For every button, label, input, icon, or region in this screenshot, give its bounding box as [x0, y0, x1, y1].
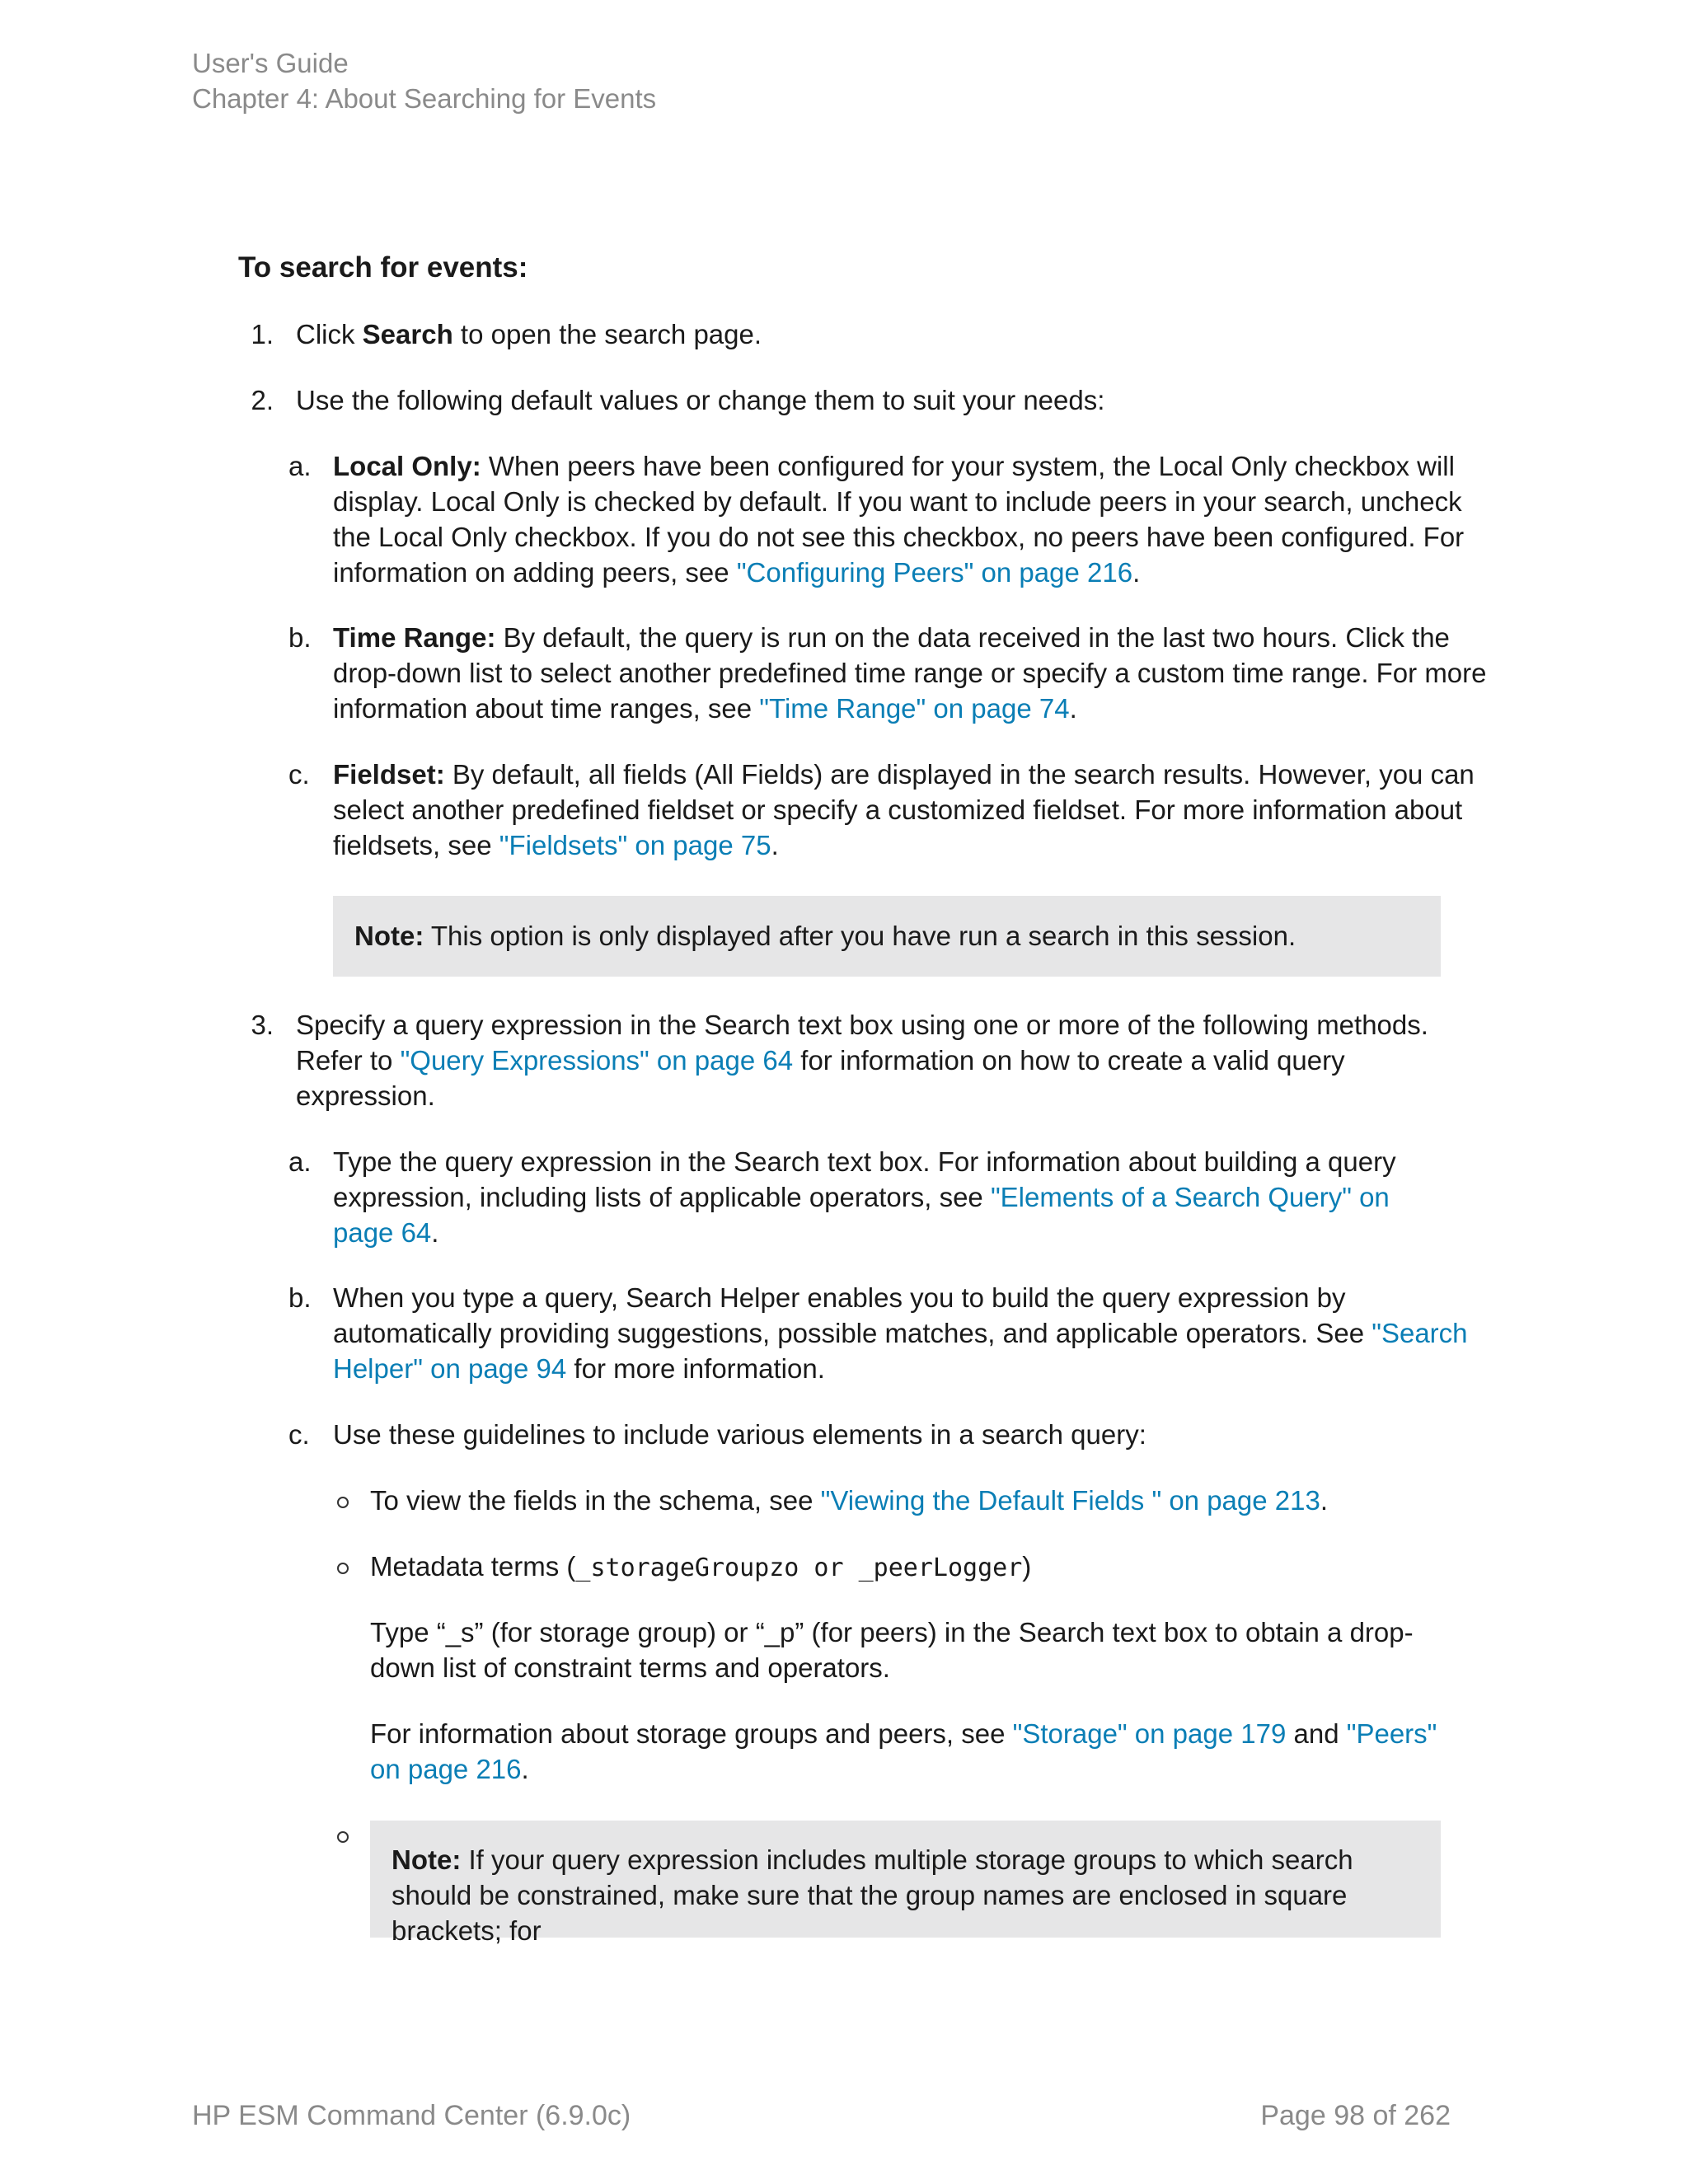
storage-peers-post: . [521, 1754, 529, 1784]
step-3-pre: Specify a query expression in the Search text box using one or more of the following methods. Refer to [296, 1010, 1428, 1076]
footer-product: HP ESM Command Center (6.9.0c) [192, 2100, 631, 2131]
substep-marker: c. [288, 1419, 310, 1450]
search-helper-link[interactable]: "Search Helper" on page 94 [333, 1318, 1468, 1384]
time-range-paragraph [333, 620, 1487, 726]
fieldsets-link[interactable]: "Fieldsets" on page 75 [499, 830, 771, 860]
step-3-post: for information on how to create a valid query expression. [296, 1045, 1345, 1111]
metadata-instruction: Type “_s” (for storage group) or “_p” (for peers) in the Search text box to obtain a drop-down list of constraint terms and operators. [370, 1617, 1414, 1683]
step-3a-text: Type the query expression in the Search text box. For information about building a query expression, including lists of applicable operators, see [333, 1146, 1396, 1212]
bullet-circle-icon [337, 1497, 349, 1508]
query-expressions-link[interactable]: "Query Expressions" on page 64 [400, 1045, 794, 1076]
step-1-post: to open the search page. [452, 319, 762, 349]
section-heading: To search for events: [238, 251, 528, 284]
metadata-code: _storageGroupzo or _peerLogger [575, 1554, 1023, 1582]
guide-title: User's Guide [192, 48, 349, 78]
step-number: 1. [251, 319, 274, 349]
storage-peers-mid: and [1286, 1718, 1347, 1749]
bullet-2-pre: Metadata terms ( [370, 1551, 576, 1582]
time-range-text: By default, the query is run on the data received in the last two hours. Click the drop-down list to select another predefined time range or specify a custom time range. For more information about time ranges, see [333, 622, 1487, 724]
substep-marker: a. [288, 1146, 312, 1177]
note-body: If your query expression includes multiple storage groups to which search should be constrained, make sure that the group names are enclosed in square brackets; for [392, 1844, 1353, 1946]
substep-marker: b. [288, 622, 312, 653]
time-range-term: Time Range: [333, 622, 496, 653]
search-term: Search [362, 319, 453, 349]
bullet-1-pre: To view the fields in the schema, see [370, 1485, 821, 1516]
fieldset-post: . [771, 830, 779, 860]
viewing-default-fields-link[interactable]: "Viewing the Default Fields " on page 213 [820, 1485, 1320, 1516]
step-3b-text: When you type a query, Search Helper enables you to build the query expression by automatically providing suggestions, possible matches, and applicable operators. See [333, 1282, 1372, 1348]
local-only-paragraph [333, 448, 1487, 590]
page-header [192, 45, 656, 116]
step-3c-text: Use these guidelines to include various elements in a search query: [333, 1419, 1146, 1450]
fieldset-paragraph [333, 757, 1487, 863]
substep-marker: b. [288, 1282, 312, 1313]
note-box [370, 1821, 1441, 1946]
note-text [392, 1842, 1426, 1948]
bullet-2-post: ) [1022, 1551, 1032, 1582]
step-2-text: Use the following default values or change them to suit your needs: [296, 385, 1105, 415]
peers-link[interactable]: "Peers" on page 216 [370, 1718, 1437, 1784]
storage-link[interactable]: "Storage" on page 179 [1012, 1718, 1287, 1749]
step-number: 3. [251, 1010, 274, 1040]
configuring-peers-link[interactable]: "Configuring Peers" on page 216 [736, 557, 1133, 588]
bullet-2-text [370, 1549, 1495, 1586]
bullet-circle-icon [337, 1831, 349, 1843]
time-range-post: . [1069, 693, 1077, 724]
local-only-text: When peers have been configured for your system, the Local Only checkbox will display. Local Only is checked by default. If you want to include peers in your search, uncheck the Local Only checkbox. If you do not see this checkbox, no peers have been configured. For information on adding peers, see [333, 451, 1465, 588]
elements-search-query-link[interactable]: "Elements of a Search Query" on page 64 [333, 1182, 1390, 1248]
storage-peers-text: For information about storage groups and peers, see [370, 1718, 1013, 1749]
step-number: 2. [251, 385, 274, 415]
note-body: This option is only displayed after you have run a search in this session. [424, 921, 1296, 951]
storage-peers-paragraph [370, 1716, 1442, 1787]
chapter-title: Chapter 4: About Searching for Events [192, 83, 657, 114]
footer-page-number: Page 98 of 262 [1260, 2100, 1451, 2131]
local-only-term: Local Only: [333, 451, 481, 481]
step-3-text [296, 1007, 1429, 1113]
substep-marker: a. [288, 451, 312, 481]
step-1-text [296, 316, 1458, 352]
step-1-pre: Click [296, 319, 363, 349]
step-3a-paragraph [333, 1144, 1396, 1250]
note-box [333, 896, 1441, 977]
step-3a-post: . [431, 1217, 439, 1248]
note-label: Note: [392, 1844, 462, 1875]
step-3b-post: for more information. [566, 1353, 825, 1384]
bullet-circle-icon [337, 1563, 349, 1574]
bullet-1-text [370, 1483, 1495, 1518]
fieldset-term: Fieldset: [333, 759, 445, 790]
note-label: Note: [354, 921, 424, 951]
substep-marker: c. [288, 759, 310, 790]
note-text [354, 918, 1426, 954]
fieldset-text: By default, all fields (All Fields) are displayed in the search results. However, you can select another predefined fieldset or specify a customized fieldset. For more information about fieldsets, see [333, 759, 1475, 860]
bullet-1-post: . [1320, 1485, 1329, 1516]
step-3b-paragraph [333, 1280, 1487, 1386]
local-only-post: . [1132, 557, 1141, 588]
time-range-link[interactable]: "Time Range" on page 74 [759, 693, 1070, 724]
